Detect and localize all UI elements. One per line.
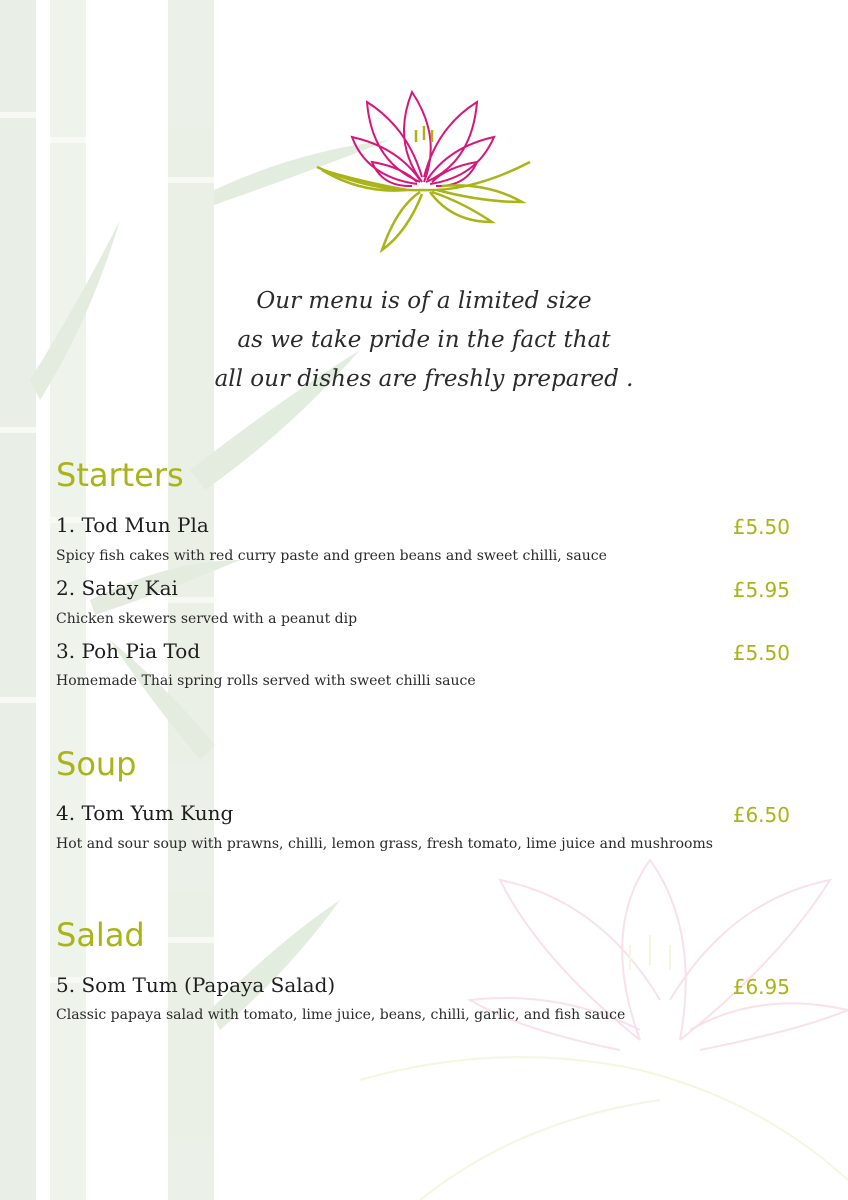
menu-item-price: £5.50 [732, 641, 790, 665]
menu-item-description: Classic papaya salad with tomato, lime juice, beans, chilli, garlic, and fish sauce [56, 1007, 626, 1023]
menu-item-price: £6.50 [732, 803, 790, 827]
intro-line: all our dishes are freshly prepared . [214, 366, 634, 392]
menu-item-description: Homemade Thai spring rolls served with sweet chilli sauce [56, 673, 476, 689]
menu-item-name: 4. Tom Yum Kung [56, 801, 234, 825]
menu-item-price: £5.95 [732, 578, 790, 602]
section-heading-starters: Starters [56, 456, 184, 494]
intro-text [124, 282, 724, 399]
intro-line: Our menu is of a limited size [256, 288, 592, 314]
menu-item-description: Hot and sour soup with prawns, chilli, lemon grass, fresh tomato, lime juice and mushrooms [56, 836, 713, 852]
menu-item-price: £6.95 [732, 975, 790, 999]
menu-item-description: Chicken skewers served with a peanut dip [56, 611, 358, 627]
menu-item-name: 1. Tod Mun Pla [56, 513, 209, 537]
menu-item-price: £5.50 [732, 515, 790, 539]
menu-item-name: 3. Poh Pia Tod [56, 639, 201, 663]
section-heading-salad: Salad [56, 916, 145, 954]
lotus-logo-icon [312, 82, 536, 254]
menu-item-description: Spicy fish cakes with red curry paste and green beans and sweet chilli, sauce [56, 548, 607, 564]
menu-item-name: 2. Satay Kai [56, 576, 178, 600]
menu-item-name: 5. Som Tum (Papaya Salad) [56, 973, 336, 997]
section-heading-soup: Soup [56, 745, 137, 783]
intro-line: as we take pride in the fact that [237, 327, 611, 353]
